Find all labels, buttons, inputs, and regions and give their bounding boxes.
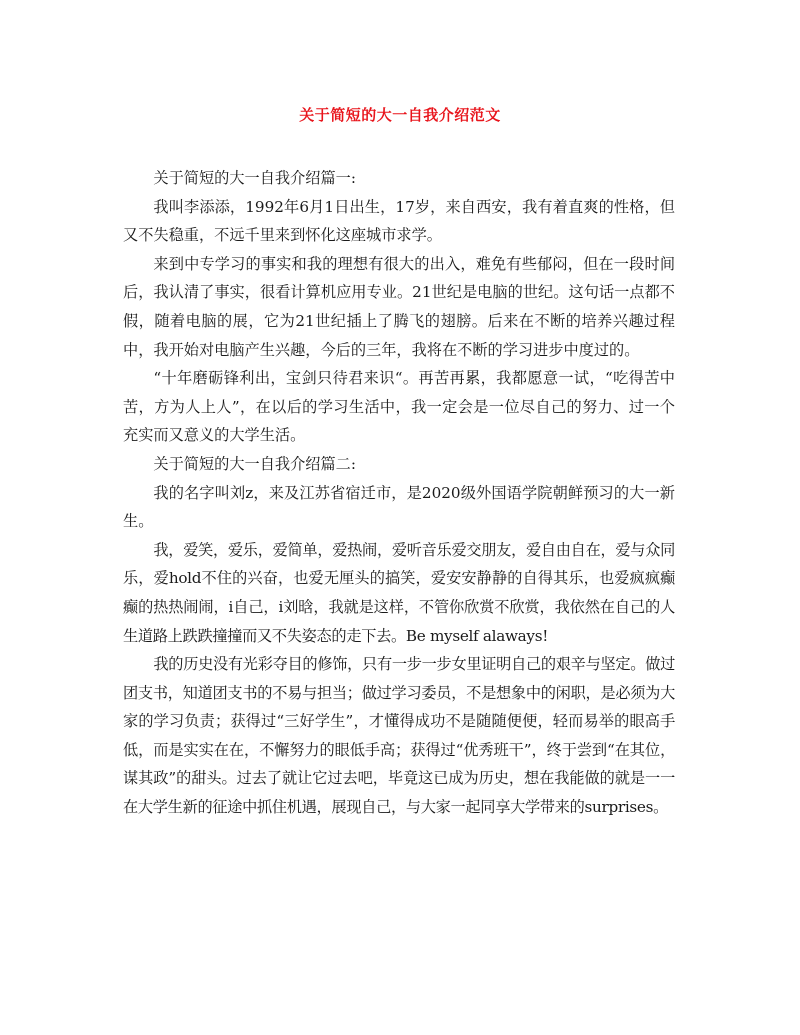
document-body [123,164,675,822]
paragraph: “十年磨砺锋利出，宝剑只待君来识“。再苦再累，我都愿意一试，“吃得苦中苦，方为人上人”，在以后的学习生活中，我一定会是一位尽自己的努力、过一个充实而又意义的大学生活。 [123,369,675,445]
paragraph: 来到中专学习的事实和我的理想有很大的出入，难免有些郁闷，但在一段时间后，我认清了事实，很看计算机应用专业。21世纪是电脑的世纪。这句话一点都不假，随着电脑的展，它为21世纪插上了腾飞的翅膀。后来在不断的培养兴趣过程中，我开始对电脑产生兴趣，今后的三年，我将在不断的学习进步中度过的。 [123,254,675,359]
section-heading: 关于简短的大一自我介绍篇一: [153,169,356,187]
paragraph: 我的名字叫刘z，来及江苏省宿迁市，是2020级外国语学院朝鲜预习的大一新生。 [123,483,675,531]
paragraph: 我的历史没有光彩夺目的修饰，只有一步一步女里证明自己的艰辛与坚定。做过团支书，知道团支书的不易与担当；做过学习委员，不是想象中的闲职，是必须为大家的学习负责；获得过“三好学生”，才懂得成功不是随随便便，轻而易举的眼高手低，而是实实在在，不懈努力的眼低手高；获得过“优秀班干”，终于尝到“在其位，谋其政”的甜头。过去了就让它过去吧，毕竟这已成为历史，想在我能做的就是一一在大学生新的征途中抓住机遇，展现自己，与大家一起同享大学带来的surprises。 [123,655,675,817]
paragraph: 我，爱笑，爱乐，爱简单，爱热闹，爱听音乐爱交朋友，爱自由自在，爱与众同乐，爱hold不住的兴奋，也爱无厘头的搞笑，爱安安静静的自得其乐，也爱疯疯癫癫的热热闹闹，i自己，i刘晗，我就是这样，不管你欣赏不欣赏，我依然在自己的人生道路上跌跌撞撞而又不失姿态的走下去。Be myself alaways! [123,540,675,645]
paragraph: 我叫李添添，1992年6月1日出生，17岁，来自西安，我有着直爽的性格，但又不失稳重，不远千里来到怀化这座城市求学。 [123,197,675,245]
section-heading: 关于简短的大一自我介绍篇二: [153,454,356,473]
document-title: 关于简短的大一自我介绍范文 [299,106,501,124]
